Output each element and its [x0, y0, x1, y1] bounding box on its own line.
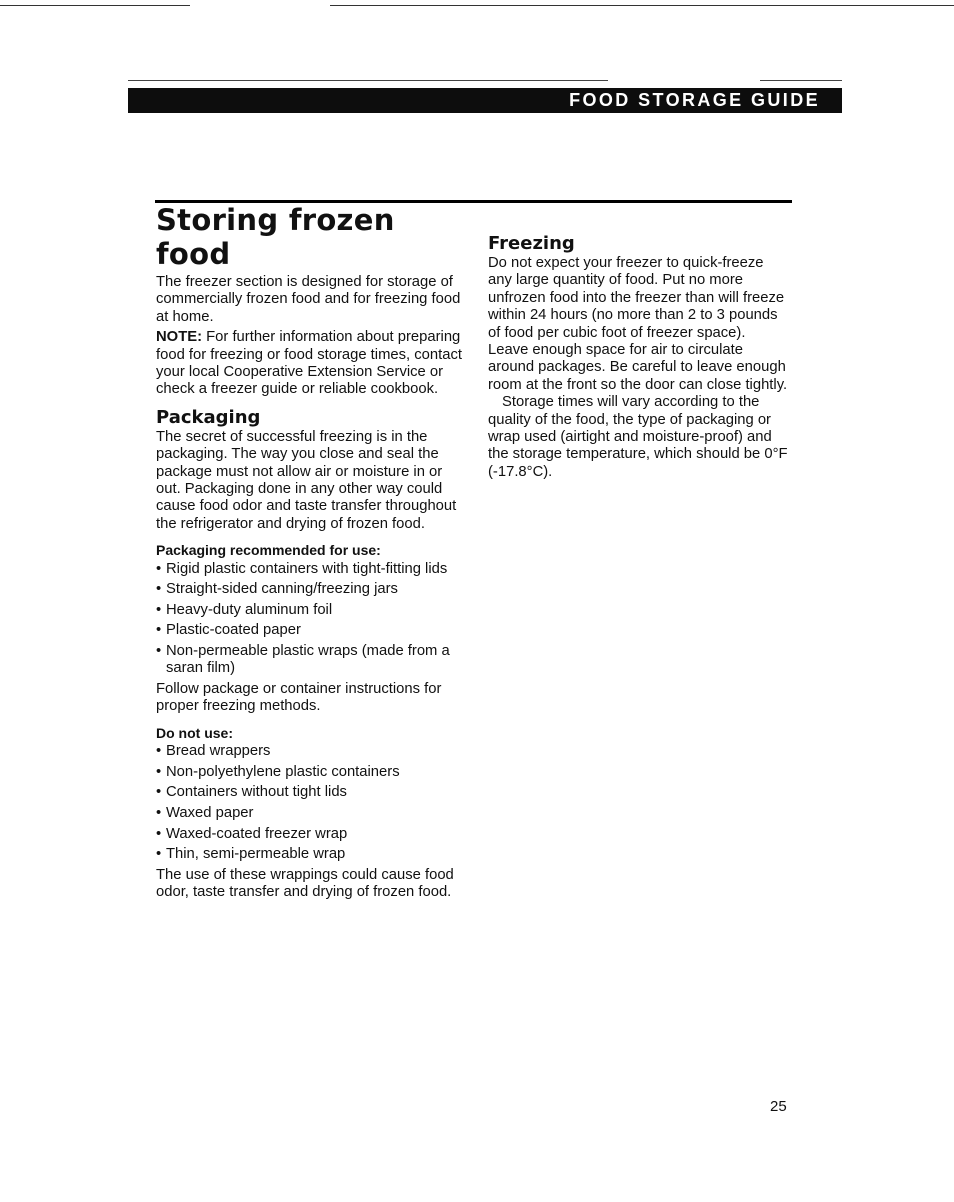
- list-item: • Non-polyethylene plastic containers: [156, 764, 468, 781]
- top-border-line: [0, 5, 190, 6]
- list-item: • Plastic-coated paper: [156, 622, 468, 639]
- do-not-use-label: Do not use:: [156, 724, 233, 741]
- note-paragraph: [156, 329, 468, 399]
- list-item: • Non-permeable plastic wraps (made from a saran film): [156, 643, 468, 678]
- do-not-use-list: [156, 743, 468, 863]
- follow-instructions-paragraph: Follow package or container instructions for proper freezing methods.: [156, 681, 442, 715]
- recommended-label: Packaging recommended for use:: [156, 542, 381, 559]
- page-number: 25: [770, 1098, 787, 1115]
- list-item: • Bread wrappers: [156, 743, 468, 760]
- note-label: NOTE:: [156, 329, 203, 346]
- page-title: Storing frozen food: [156, 203, 395, 271]
- header-top-line: [760, 80, 842, 81]
- recommended-list: [156, 561, 468, 678]
- note-text: For further information about preparing food for freezing or food storage times, contact your local Cooperative Extension Service or check a freezer guide or reliable cookbook.: [156, 329, 462, 398]
- list-item: • Rigid plastic containers with tight-fitting lids: [156, 561, 468, 578]
- right-column: [488, 233, 788, 481]
- list-item: • Waxed-coated freezer wrap: [156, 826, 468, 843]
- freezing-paragraph: Do not expect your freezer to quick-freeze any large quantity of food. Put no more unfrozen food into the freezer than will freeze within 24 hours (no more than 2 to 3 pounds of food per cubic foot of freezer space). Leave enough space for air to circulate around packages. Be careful to leave enough room at the front so the door can close tightly.: [488, 255, 788, 393]
- closing-paragraph: The use of these wrappings could cause food odor, taste transfer and drying of frozen food.: [156, 866, 454, 901]
- storage-times-paragraph: Storage times will vary according to the quality of the food, the type of packaging or wrap used (airtight and moisture-proof) and the storage temperature, which should be 0°F (-17.8°C).: [488, 394, 788, 480]
- left-column: [156, 203, 468, 902]
- header-top-line: [128, 80, 608, 81]
- intro-paragraph: The freezer section is designed for storage of commercially frozen food and for freezing food at home.: [156, 274, 461, 325]
- packaging-paragraph: The secret of successful freezing is in the packaging. The way you close and seal the package must not allow air or moisture in or out. Packaging done in any other way could cause food odor and taste transfer throughout the refrigerator and drying of frozen food.: [156, 428, 457, 532]
- list-item: • Heavy-duty aluminum foil: [156, 602, 468, 619]
- section-header-title: FOOD STORAGE GUIDE: [569, 90, 820, 110]
- list-item: • Containers without tight lids: [156, 784, 468, 801]
- list-item: • Thin, semi-permeable wrap: [156, 846, 468, 863]
- list-item: • Waxed paper: [156, 805, 468, 822]
- section-header-bar: [128, 88, 842, 113]
- packaging-heading: Packaging: [156, 406, 261, 428]
- list-item: • Straight-sided canning/freezing jars: [156, 581, 468, 598]
- freezing-heading: Freezing: [488, 233, 575, 254]
- top-border-line: [330, 5, 954, 6]
